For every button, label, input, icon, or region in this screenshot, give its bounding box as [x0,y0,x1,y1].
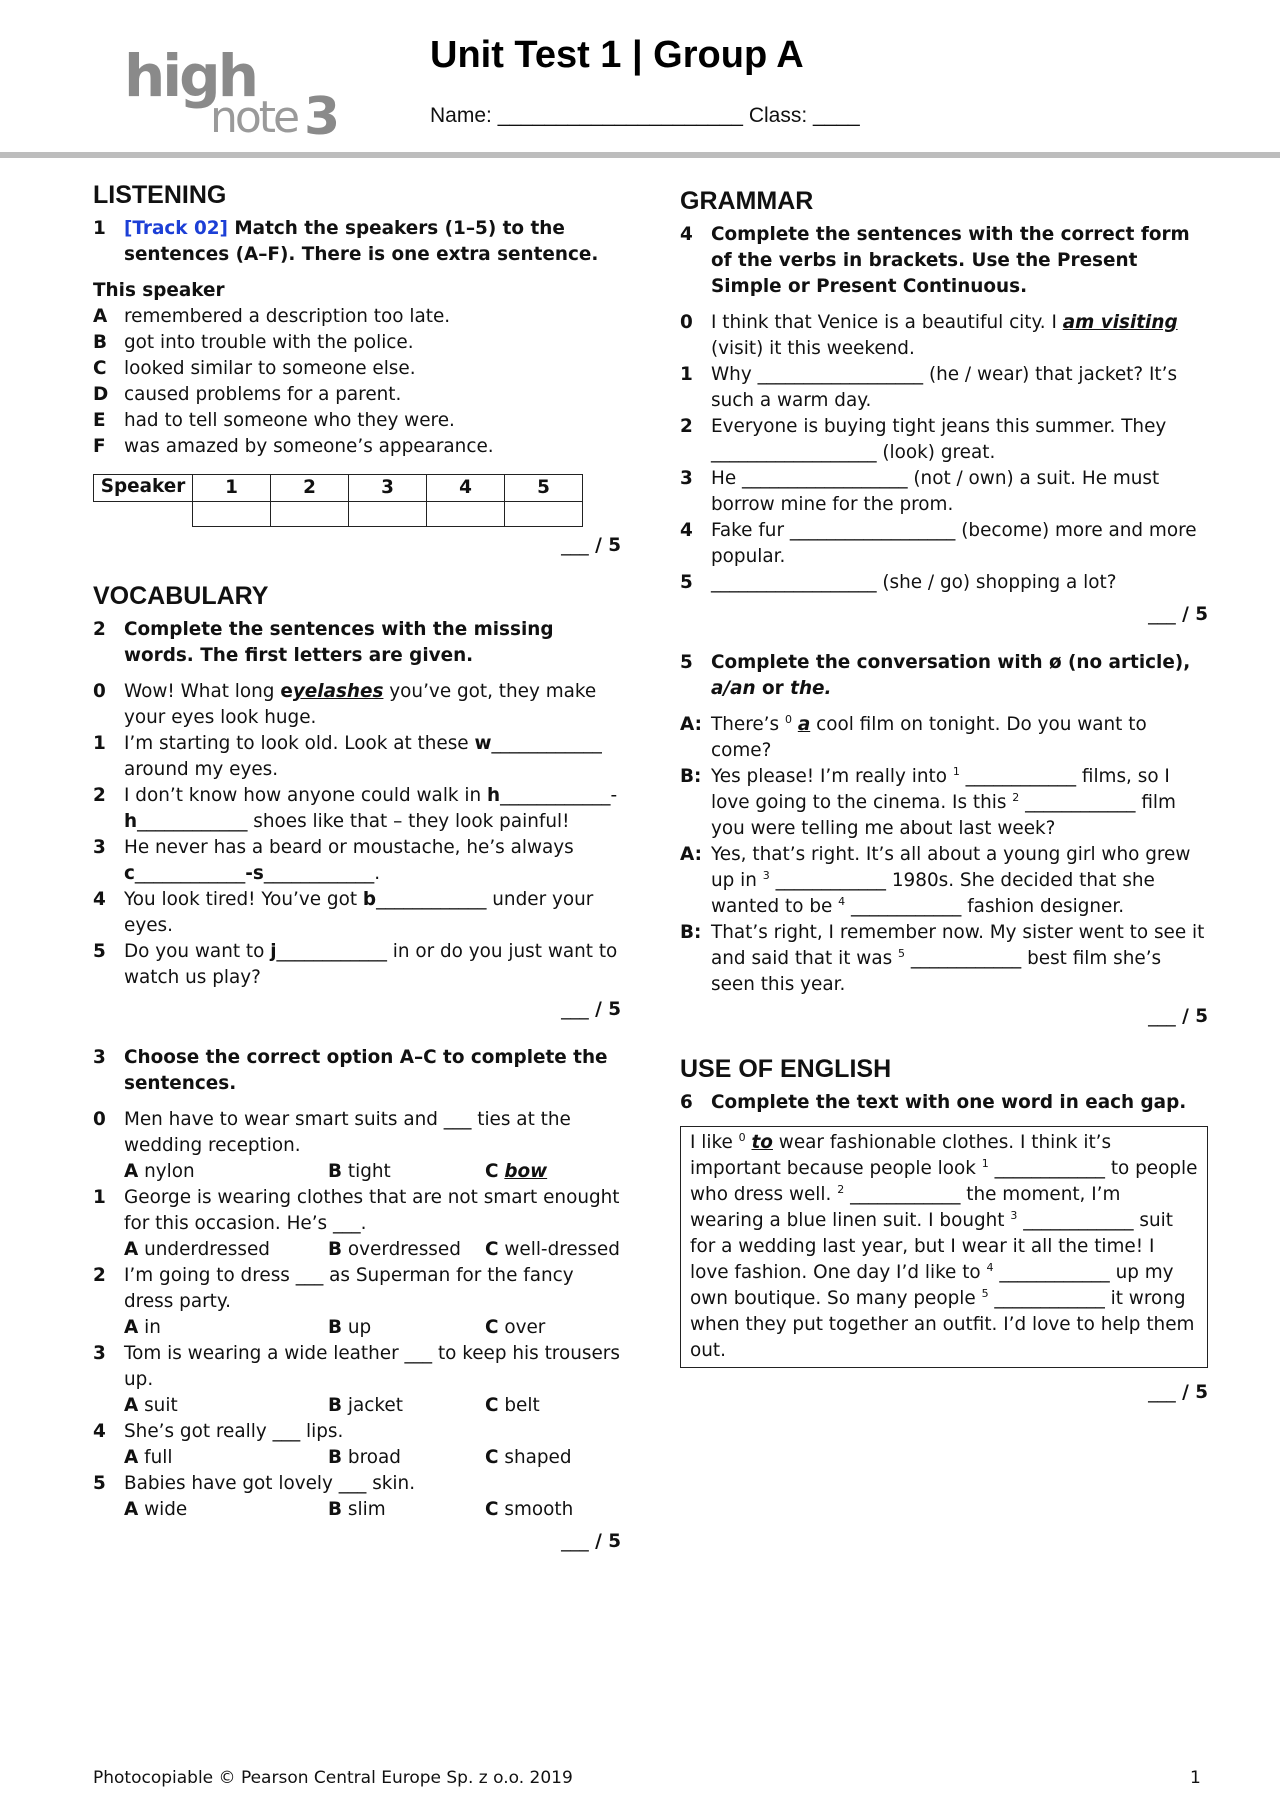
list-item: F was amazed by someone’s appearance. [93,436,494,457]
gap[interactable]: __________________ [757,364,924,385]
task-3-options [93,1445,621,1471]
option-c[interactable]: C belt [485,1395,540,1416]
task-4-item: 2 Everyone is buying tight jeans this summer. They __________________ (look) great. [680,416,1167,463]
score-task-3: ___ / 5 [561,1531,621,1552]
option-c[interactable]: C bow [485,1161,548,1182]
name-field[interactable]: _____________________ [497,104,743,127]
task-2-item: 3 He never has a beard or moustache, he’s always c____________-s____________. [93,837,574,884]
task-2-item: 1 I’m starting to look old. Look at these w____________ around my eyes. [93,733,602,780]
header-divider [0,152,1280,158]
high-note-3-logo [118,38,368,142]
option-a[interactable]: A full [124,1447,173,1468]
score-task-4: ___ / 5 [1148,604,1208,625]
answer-cell[interactable] [505,502,583,527]
logo-note-text: note [210,92,298,142]
class-field[interactable]: ____ [813,104,860,127]
task-6-instruction: 6 Complete the text with one word in each gap. [680,1092,1187,1113]
option-c[interactable]: C well-dressed [485,1239,620,1260]
use-of-english-heading: USE OF ENGLISH [680,1055,892,1083]
task-4-instruction: 4 Complete the sentences with the correct form of the verbs in brackets. Use the Present Simple or Present Continuous. [680,224,1190,297]
option-a[interactable]: A nylon [124,1161,195,1182]
gap[interactable]: ____________ [994,1158,1105,1179]
table-spacer [94,502,193,527]
logo-digit-text: 3 [304,87,341,142]
gap[interactable]: ____________ [994,1288,1105,1309]
task-3-options [93,1497,621,1523]
gap[interactable]: ____________ [851,896,962,917]
answer-cell[interactable] [271,502,349,527]
option-b[interactable]: B up [328,1317,372,1338]
vocabulary-heading: VOCABULARY [93,582,269,610]
dialogue-speaker: B: [680,766,702,787]
gap[interactable]: ____________ [1023,1210,1134,1231]
list-item: C looked similar to someone else. [93,358,416,379]
grammar-heading: GRAMMAR [680,187,814,215]
dialogue-line: A: Yes, that’s right. It’s all about a young girl who grew up in $^3$ ____________ 1980s. She decided that she wanted to be $^4$ ____________ fashion designer. [680,842,1208,920]
task-3-instruction: 3 Choose the correct option A–C to complete the sentences. [93,1047,608,1094]
dialogue-line: B: That’s right, I remember now. My sister went to see it and said that it was $^5$ ____________ best film she’s seen this year. [680,920,1208,998]
speaker-col: 1 [193,475,271,502]
option-c[interactable]: C over [485,1317,546,1338]
score-task-2: ___ / 5 [561,999,621,1020]
gap[interactable]: __________________ [742,468,908,489]
speaker-col: 2 [271,475,349,502]
name-class-line [430,104,860,128]
option-c[interactable]: C smooth [485,1499,574,1520]
task-5-instruction: 5 Complete the conversation with ø (no article), a/an or the. [680,652,1191,699]
option-a[interactable]: A underdressed [124,1239,270,1260]
speaker-col: 4 [427,475,505,502]
logo-high-text: high [124,42,256,110]
gap[interactable]: ____________ [775,870,886,891]
task-4-item: 1 Why __________________ (he / wear) that jacket? It’s such a warm day. [680,364,1178,411]
left-column [93,180,621,1555]
task-3-options [93,1159,621,1185]
speaker-answer-table [93,474,583,527]
page-title: Unit Test 1 | Group A [430,34,804,76]
speaker-col: 5 [505,475,583,502]
task-4-item: 0 I think that Venice is a beautiful city. I am visiting (visit) it this weekend. [680,312,1178,359]
task-3-options [93,1393,621,1419]
gap[interactable]: ____________ [491,733,602,754]
listening-heading: LISTENING [93,181,227,209]
gap[interactable]: ____________ [500,785,611,806]
task-3-options [93,1237,621,1263]
dialogue-line: B: Yes please! I’m really into $^1$ ____________ films, so I love going to the cinema. Is this $^2$ ____________ film you were telling me about last week? [680,764,1208,842]
option-b[interactable]: B broad [328,1447,401,1468]
dialogue-speaker: A: [680,714,702,735]
gap[interactable]: ____________ [376,889,487,910]
gap[interactable]: __________________ [711,572,877,593]
right-column [680,186,1208,1406]
list-item: D caused problems for a parent. [93,384,402,405]
option-b[interactable]: B jacket [328,1395,403,1416]
gap[interactable]: ____________ [850,1184,961,1205]
answer-cell[interactable] [193,502,271,527]
score-task-1: ___ / 5 [561,535,621,556]
speaker-col: 3 [349,475,427,502]
score-task-6: ___ / 5 [1148,1382,1208,1403]
listening-options [93,304,621,460]
task-3-item: 2 I’m going to dress ___ as Superman for the fancy dress party. [93,1265,574,1312]
score-task-5: ___ / 5 [1148,1006,1208,1027]
task-2-item: 4 You look tired! You’ve got b____________ under your eyes. [93,889,594,936]
dialogue-speaker: A: [680,844,702,865]
gap[interactable]: ____________ [134,863,246,884]
task-3-options [93,1315,621,1341]
copyright-footer: Photocopiable © Pearson Central Europe Sp. z o.o. 2019 [93,1768,573,1788]
list-item: B got into trouble with the police. [93,332,414,353]
task-4-item: 5 __________________ (she / go) shopping a lot? [680,572,1117,593]
option-c[interactable]: C shaped [485,1447,572,1468]
gap[interactable]: ____________ [910,948,1022,969]
task-2-item: 0 Wow! What long eyelashes you’ve got, they make your eyes look huge. [93,681,597,728]
task-2-instruction: 2 Complete the sentences with the missing words. The first letters are given. [93,619,554,666]
page-number: 1 [1190,1768,1201,1788]
gap[interactable]: ____________ [137,811,248,832]
task-3-item: 4 She’s got really ___ lips. [93,1421,344,1442]
gap[interactable]: ____________ [276,941,387,962]
track-label: [Track 02] [124,218,228,239]
this-speaker-label: This speaker [93,280,225,301]
task-3-item: 5 Babies have got lovely ___ skin. [93,1473,416,1494]
task-4-item: 3 He __________________ (not / own) a suit. He must borrow mine for the prom. [680,468,1160,515]
option-b[interactable]: B overdressed [328,1239,461,1260]
gap[interactable]: __________________ [789,520,956,541]
answer-cell[interactable] [349,502,427,527]
task-2-item: 5 Do you want to j____________ in or do you just want to watch us play? [93,941,618,988]
gap[interactable]: ____________ [263,863,375,884]
class-label: Class: [748,104,808,127]
list-item: E had to tell someone who they were. [93,410,455,431]
task-3-item: 1 George is wearing clothes that are not smart enought for this occasion. He’s ___. [93,1187,620,1234]
gap[interactable]: __________________ [711,442,877,463]
dialogue-line: A: There’s $^0$ a cool film on tonight. Do you want to come? [680,712,1208,764]
task-3-item: 0 Men have to wear smart suits and ___ ties at the wedding reception. [93,1109,571,1156]
task-1-instruction: 1 [Track 02] Match the speakers (1–5) to the sentences (A–F). There is one extra sentence. [93,218,599,265]
task-2-item: 2 I don’t know how anyone could walk in h____________-h____________ shoes like that – they look painful! [93,785,618,832]
gap[interactable]: ____________ [1025,792,1136,813]
list-item: A remembered a description too late. [93,306,451,327]
use-of-english-text-box: I like $^0$ to wear fashionable clothes. I think it’s important because people look $^1$ ____________ to people who dress well. $^2$ ____________ the moment, I’m wearing a blue linen suit. I bought $^3$ ____________ suit for a wedding last year, but I wear it all the time! I love fashion. One day I’d like to $^4$ ____________ up my own boutique. So many people $^5$ ____________ it wrong when they put together an outfit. I’d love to help them out. [680,1126,1208,1368]
option-b[interactable]: B tight [328,1161,391,1182]
task-4-item: 4 Fake fur __________________ (become) more and more popular. [680,520,1197,567]
speaker-header: Speaker [94,475,193,502]
option-a[interactable]: A suit [124,1395,178,1416]
option-a[interactable]: A wide [124,1499,188,1520]
gap[interactable]: ____________ [999,1262,1110,1283]
option-b[interactable]: B slim [328,1499,386,1520]
gap[interactable]: ____________ [965,766,1077,787]
task-3-item: 3 Tom is wearing a wide leather ___ to keep his trousers up. [93,1343,620,1390]
answer-cell[interactable] [427,502,505,527]
name-label: Name: [430,104,492,127]
dialogue-speaker: B: [680,922,702,943]
option-a[interactable]: A in [124,1317,161,1338]
